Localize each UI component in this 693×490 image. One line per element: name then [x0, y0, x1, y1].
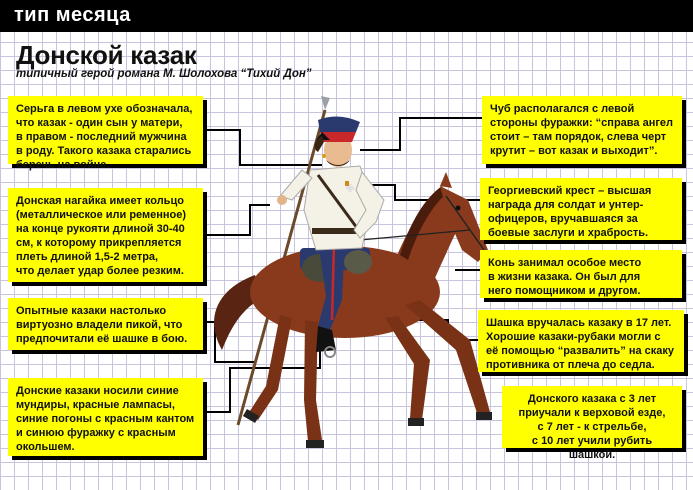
callout-cross	[480, 178, 682, 240]
callout-whip	[8, 188, 203, 282]
callout-training-text: Донского казака с 3 лет приучали к верховой езде, с 7 лет - к стрельбе, с 10 лет учили рубить шашкой.	[518, 393, 666, 461]
lance-tip	[321, 96, 330, 110]
earring	[322, 154, 326, 158]
connector-forelock	[360, 118, 482, 150]
page-subtitle: типичный герой романа М. Шолохова “Тихий Дон”	[16, 68, 312, 80]
rider-hand	[277, 195, 287, 205]
connector-whip	[203, 205, 270, 235]
callout-horse	[480, 250, 682, 298]
hooves	[243, 409, 492, 448]
callout-cross-text: Георгиевский крест – высшая награда для солдат и унтер- офицеров, вручавшаяся за боевые заслуги и храбрость.	[488, 185, 652, 239]
callout-uniform	[8, 378, 203, 456]
callout-forelock	[482, 96, 682, 164]
callout-saber	[478, 310, 684, 372]
callout-saber-text: Шашка вручалась казаку в 17 лет. Хорошие казаки-рубаки могли с её помощью “развалить” на скаку противника от плеча до седла.	[486, 317, 675, 371]
callout-lance	[8, 298, 203, 350]
bedroll	[344, 250, 372, 274]
cap-top	[318, 116, 360, 132]
callout-forelock-text: Чуб располагался с левой стороны фуражки: “справа ангел стоит – там порядок, слева черт крутит – вот казак и выходит”.	[490, 103, 674, 157]
callout-horse-text: Конь занимал особое место в жизни казака. Он был для него помощником и другом.	[488, 257, 642, 297]
callout-lance-text: Опытные казаки настолько виртуозно владели пикой, что предпочитали её шашке в бою.	[16, 305, 188, 345]
page-title: Донской казак	[16, 40, 197, 70]
callout-whip-text: Донская нагайка имеет кольцо (металлическое или ременное) на конце рукояти длиной 30-40 см, к которому прикрепляется плеть длиной 1,5-2 метра, что делает удар более резким.	[16, 195, 187, 277]
horse-ear	[440, 172, 452, 188]
callout-uniform-text: Донские казаки носили синие мундиры, красные лампасы, синие погоны с красным кантом и синюю фуражку с красным окольшем.	[16, 385, 195, 453]
connector-earring	[203, 130, 322, 165]
cross-ribbon	[345, 181, 349, 186]
section-label: тип месяца	[14, 4, 131, 26]
callout-earring-text: Серьга в левом ухе обозначала, что казак - один сын у матери, в правом - последний мужчина в роду. Такого казака старались беречь на войне.	[16, 103, 193, 171]
callout-training	[502, 386, 682, 461]
callout-earring	[8, 96, 203, 171]
